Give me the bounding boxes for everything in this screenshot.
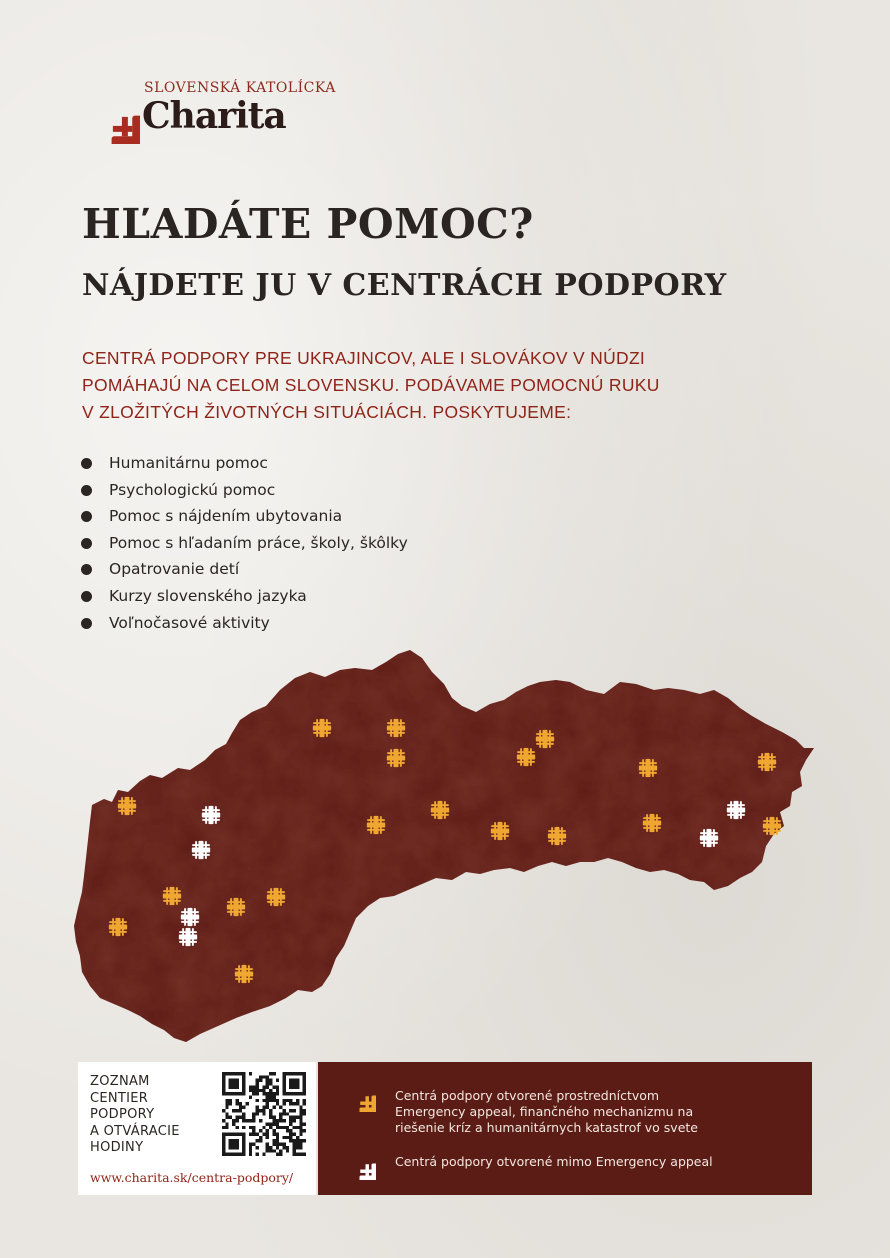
page-subheadline: NÁJDETE JU V CENTRÁCH PODPORY [82,268,727,303]
intro-line: V ZLOŽITÝCH ŽIVOTNÝCH SITUÁCIÁCH. POSKYTUJEME: [82,402,572,422]
info-line: PODPORY [90,1107,155,1123]
qr-code-icon[interactable] [222,1072,306,1156]
map-legend [318,1062,812,1195]
service-item: Kurzy slovenského jazyka [78,583,408,610]
logo-subtitle: SLOVENSKÁ KATOLÍCKA [144,80,336,96]
centers-url-link[interactable]: www.charita.sk/centra-podpory/ [90,1170,294,1185]
page-headline: HĽADÁTE POMOC? [82,200,534,248]
charita-cross-orange-icon [340,1076,376,1112]
info-line: ZOZNAM [90,1074,150,1089]
legend-line: Centrá podpory otvorené mimo Emergency appeal [395,1154,713,1169]
legend-other-text [395,1154,713,1170]
charita-logo [78,78,338,148]
service-item: Opatrovanie detí [78,556,408,583]
intro-line: POMÁHAJÚ NA CELOM SLOVENSKU. PODÁVAME POMOCNÚ RUKU [82,375,660,395]
intro-paragraph [82,345,822,426]
charita-cross-icon [78,82,140,144]
legend-line: Emergency appeal, finančného mechanizmu na [395,1104,694,1119]
service-item: Humanitárnu pomoc [78,450,408,477]
slovakia-map [0,640,890,1060]
centers-info-box [78,1062,316,1195]
info-line: HODINY [90,1140,144,1156]
legend-emergency-text [395,1088,698,1136]
info-line: CENTIER [90,1090,149,1106]
charita-cross-white-icon [340,1144,376,1180]
service-item: Pomoc s nájdením ubytovania [78,503,408,530]
legend-line: Centrá podpory otvorené prostredníctvom [395,1088,660,1103]
service-item: Pomoc s hľadaním práce, školy, škôlky [78,530,408,557]
centers-list-label [90,1074,220,1157]
service-item: Voľnočasové aktivity [78,610,408,637]
services-list [78,450,408,636]
legend-line: riešenie kríz a humanitárnych katastrof vo svete [395,1120,698,1135]
service-item: Psychologickú pomoc [78,477,408,504]
intro-line: CENTRÁ PODPORY PRE UKRAJINCOV, ALE I SLOVÁKOV V NÚDZI [82,348,646,368]
info-line: A OTVÁRACIE [90,1123,180,1139]
logo-title: Charita [142,95,286,137]
